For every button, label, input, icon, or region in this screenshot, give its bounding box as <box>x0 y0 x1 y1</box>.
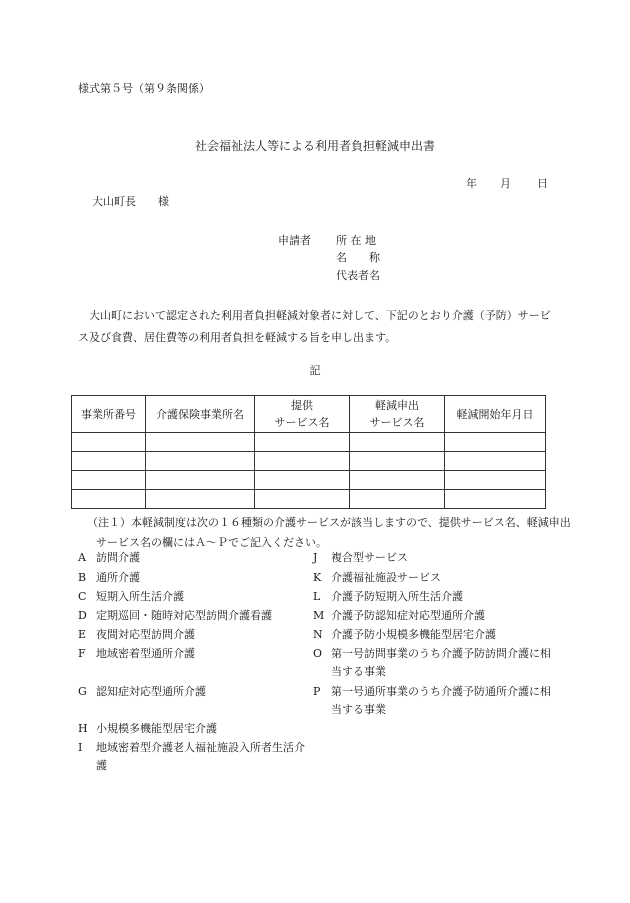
service-item <box>78 626 306 644</box>
service-name: 第一号通所事業のうち介護予防通所介護に相当する事業 <box>331 685 551 716</box>
note-text: （注１）本軽減制度は次の１６種類の介護サービスが該当しますので、提供サービス名、軽減申出サービス名の欄にはＡ～Ｐでご記入ください。 <box>87 516 571 549</box>
service-name: 介護予防小規模多機能型居宅介護 <box>331 628 496 641</box>
office-table <box>71 395 546 509</box>
service-code: D <box>78 609 87 622</box>
service-code: L <box>313 590 321 603</box>
table-cell[interactable] <box>72 490 146 509</box>
record-heading: 記 <box>309 364 321 377</box>
service-name: 訪問介護 <box>96 551 140 564</box>
table-cell[interactable] <box>146 471 255 490</box>
addressee: 大山町長 様 <box>92 195 169 208</box>
table-cell[interactable] <box>445 471 546 490</box>
service-code: M <box>313 609 325 622</box>
service-code: J <box>313 551 318 564</box>
table-cell[interactable] <box>445 490 546 509</box>
applicant-label: 申請者 <box>278 234 311 247</box>
table-cell[interactable] <box>255 433 350 452</box>
service-code: N <box>313 628 323 641</box>
service-name: 通所介護 <box>96 571 140 584</box>
applicant-address-label: 所 在 地 <box>336 234 376 247</box>
table-header-cell: 介護保険事業所名 <box>146 396 255 433</box>
table-row <box>72 452 546 471</box>
service-name: 介護福祉施設サービス <box>331 571 441 584</box>
service-name: 複合型サービス <box>331 551 408 564</box>
service-item <box>313 569 553 587</box>
service-name: 夜間対応型訪問介護 <box>96 628 195 641</box>
service-code: B <box>78 571 87 584</box>
table-cell[interactable] <box>146 433 255 452</box>
applicant-name-label: 名 称 <box>336 251 380 264</box>
service-name: 定期巡回・随時対応型訪問介護看護 <box>96 609 272 622</box>
table-cell[interactable] <box>72 433 146 452</box>
service-name: 介護予防認知症対応型通所介護 <box>331 609 485 622</box>
service-name: 第一号訪問事業のうち介護予防訪問介護に相当する事業 <box>331 647 551 678</box>
table-cell[interactable] <box>72 452 146 471</box>
service-item <box>78 683 306 701</box>
table-cell[interactable] <box>146 490 255 509</box>
service-name: 地域密着型通所介護 <box>96 647 195 660</box>
service-item <box>313 683 553 719</box>
service-code: H <box>78 722 88 735</box>
service-item <box>78 569 306 587</box>
table-cell[interactable] <box>72 471 146 490</box>
service-item <box>313 588 553 606</box>
service-name: 認知症対応型通所介護 <box>96 685 206 698</box>
service-code: F <box>78 647 86 660</box>
body-text: 大山町において認定された利用者負担軽減対象者に対して、下記のとおり介護（予防）サービス及び食費、居住費等の利用者負担を軽減する旨を申し出ます。 <box>78 309 551 344</box>
applicant-representative-label: 代表者名 <box>336 269 380 282</box>
service-item <box>78 607 306 625</box>
form-number: 様式第５号（第９条関係） <box>78 82 210 95</box>
service-code: G <box>78 685 87 698</box>
service-item <box>78 720 306 738</box>
service-item <box>78 739 306 775</box>
table-cell[interactable] <box>445 433 546 452</box>
table-header-cell: 軽減開始年月日 <box>445 396 546 433</box>
service-code: E <box>78 628 87 641</box>
service-name: 介護予防短期入所生活介護 <box>331 590 463 603</box>
service-item <box>313 607 553 625</box>
date-month-label: 月 <box>500 177 511 190</box>
service-code: I <box>78 741 83 754</box>
table-cell[interactable] <box>350 490 445 509</box>
table-cell[interactable] <box>350 471 445 490</box>
table-header-cell: 軽減申出 サービス名 <box>350 396 445 433</box>
table-row <box>72 471 546 490</box>
service-item <box>313 549 553 567</box>
service-item <box>78 549 306 567</box>
table-row <box>72 433 546 452</box>
service-name: 地域密着型介護老人福祉施設入所者生活介護 <box>96 741 305 772</box>
service-code: C <box>78 590 87 603</box>
table-cell[interactable] <box>350 452 445 471</box>
table-row <box>72 490 546 509</box>
service-item <box>78 645 306 663</box>
table-header-cell: 事業所番号 <box>72 396 146 433</box>
date-day-label: 日 <box>537 177 548 190</box>
page-title: 社会福祉法人等による利用者負担軽減申出書 <box>194 139 435 153</box>
table-cell[interactable] <box>255 490 350 509</box>
table-cell[interactable] <box>146 452 255 471</box>
table-header-cell: 提供 サービス名 <box>255 396 350 433</box>
table-cell[interactable] <box>350 433 445 452</box>
service-item <box>313 626 553 644</box>
service-code: A <box>78 551 86 564</box>
date-year-label: 年 <box>466 177 477 190</box>
table-cell[interactable] <box>255 471 350 490</box>
service-name: 小規模多機能型居宅介護 <box>96 722 217 735</box>
table-cell[interactable] <box>445 452 546 471</box>
service-code: P <box>313 685 321 698</box>
service-item <box>78 588 306 606</box>
table-header-row <box>72 396 546 433</box>
service-code: K <box>313 571 322 584</box>
service-code: O <box>313 647 323 660</box>
service-name: 短期入所生活介護 <box>96 590 184 603</box>
table-cell[interactable] <box>255 452 350 471</box>
service-item <box>313 645 553 681</box>
